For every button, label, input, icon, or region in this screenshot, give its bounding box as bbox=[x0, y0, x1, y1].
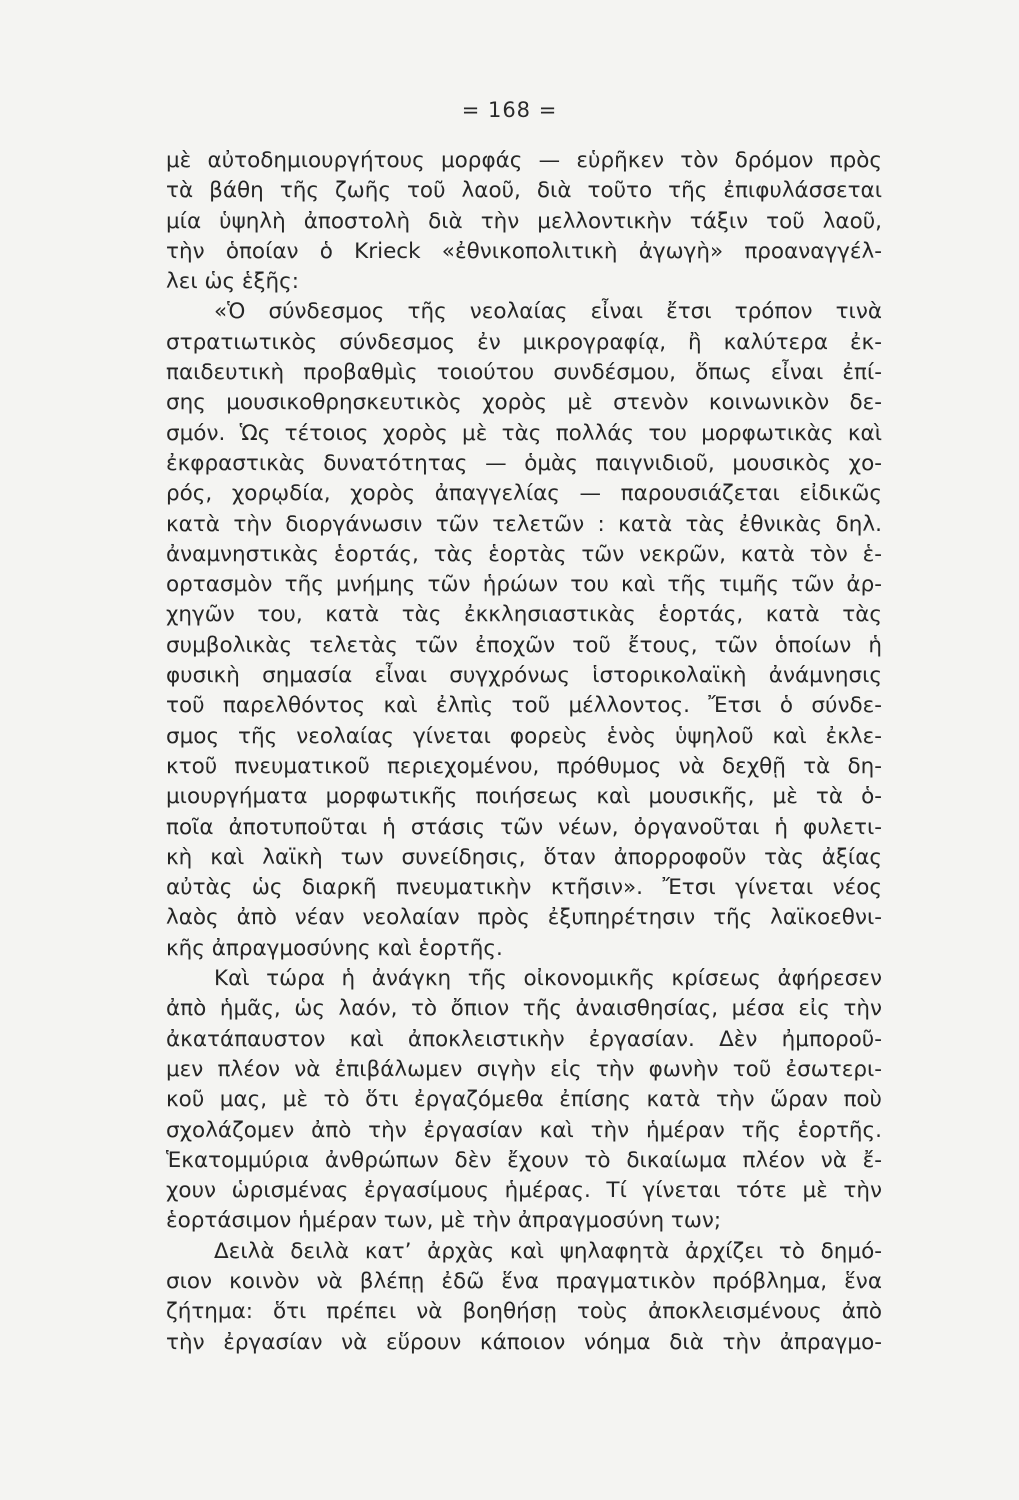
text-line: τοῦ παρελθόντος καὶ ἐλπὶς τοῦ μέλλοντος. Ἔτσι ὁ σύνδε- bbox=[166, 693, 882, 719]
text-line: αὐτὰς ὡς διαρκῆ πνευματικὴν κτῆσιν». Ἔτσι γίνεται νέος bbox=[166, 875, 882, 901]
text-line: κατὰ τὴν διοργάνωσιν τῶν τελετῶν : κατὰ τὰς ἐθνικὰς δηλ. bbox=[166, 511, 882, 537]
text-line: στρατιωτικὸς σύνδεσμος ἐν μικρογραφίᾳ, ἢ καλύτερα ἐκ- bbox=[166, 329, 882, 355]
text-line: «Ὁ σύνδεσμος τῆς νεολαίας εἶναι ἔτσι τρόπον τινὰ bbox=[214, 299, 882, 325]
text-line: Καὶ τώρα ἡ ἀνάγκη τῆς οἰκονομικῆς κρίσεως ἀφήρεσεν bbox=[214, 966, 882, 992]
text-line: κτοῦ πνευματικοῦ περιεχομένου, πρόθυμος νὰ δεχθῇ τὰ δη- bbox=[166, 753, 882, 779]
text-line: Ἑκατομμύρια ἀνθρώπων δὲν ἔχουν τὸ δικαίωμα πλέον νὰ ἔ- bbox=[166, 1147, 882, 1173]
text-line: κῆς ἀπραγμοσύνης καὶ ἑορτῆς. bbox=[166, 935, 503, 961]
page-number: = 168 = bbox=[461, 98, 558, 122]
text-line: σμος τῆς νεολαίας γίνεται φορεὺς ἑνὸς ὑψηλοῦ καὶ ἐκλε- bbox=[166, 723, 882, 749]
text-line: τὰ βάθη τῆς ζωῆς τοῦ λαοῦ, διὰ τοῦτο τῆς ἐπιφυλάσσεται bbox=[166, 178, 882, 204]
text-line: μὲ αὐτοδημιουργήτους μορφάς — εὑρῆκεν τὸν δρόμον πρὸς bbox=[166, 148, 882, 173]
body-text bbox=[166, 146, 882, 1358]
text-line: ἀκατάπαυστον καὶ ἀποκλειστικὴν ἐργασίαν. Δὲν ἠμποροῦ- bbox=[166, 1026, 882, 1052]
text-line: παιδευτικὴ προβαθμὶς τοιούτου συνδέσμου, ὅπως εἶναι ἐπί- bbox=[166, 360, 882, 386]
text-line: ορτασμὸν τῆς μνήμης τῶν ἡρώων του καὶ τῆς τιμῆς τῶν ἀρ- bbox=[166, 572, 882, 598]
text-line: ἐκφραστικὰς δυνατότητας — ὁμὰς παιγνιδιοῦ, μουσικὸς χο- bbox=[166, 450, 882, 476]
text-line: ἑορτάσιμον ἡμέραν των, μὲ τὴν ἀπραγμοσύνη των; bbox=[166, 1208, 722, 1234]
text-line: ζήτημα: ὅτι πρέπει νὰ βοηθήσῃ τοὺς ἀποκλεισμένους ἀπὸ bbox=[166, 1299, 882, 1325]
text-line: κοῦ μας, μὲ τὸ ὅτι ἐργαζόμεθα ἐπίσης κατὰ τὴν ὥραν ποὺ bbox=[166, 1087, 882, 1113]
text-line: λαὸς ἀπὸ νέαν νεολαίαν πρὸς ἐξυπηρέτησιν τῆς λαϊκοεθνι- bbox=[166, 905, 882, 931]
text-line: ἀπὸ ἡμᾶς, ὡς λαόν, τὸ ὄπιον τῆς ἀναισθησίας, μέσα εἰς τὴν bbox=[166, 996, 882, 1022]
text-line: σμόν. Ὡς τέτοιος χορὸς μὲ τὰς πολλάς του μορφωτικὰς καὶ bbox=[166, 420, 882, 446]
text-line: συμβολικὰς τελετὰς τῶν ἐποχῶν τοῦ ἔτους, τῶν ὁποίων ἡ bbox=[166, 632, 882, 658]
text-line: χηγῶν του, κατὰ τὰς ἐκκλησιαστικὰς ἑορτάς, κατὰ τὰς bbox=[166, 602, 882, 628]
text-line: μιουργήματα μορφωτικῆς ποιήσεως καὶ μουσικῆς, μὲ τὰ ὁ- bbox=[166, 784, 882, 810]
text-line: σιον κοινὸν νὰ βλέπῃ ἐδῶ ἕνα πραγματικὸν πρόβλημα, ἕνα bbox=[166, 1268, 882, 1294]
text-line: σης μουσικοθρησκευτικὸς χορὸς μὲ στενὸν κοινωνικὸν δε- bbox=[166, 390, 882, 416]
text-line: κὴ καὶ λαϊκὴ των συνείδησις, ὅταν ἀπορροφοῦν τὰς ἀξίας bbox=[166, 844, 882, 870]
text-line: ἀναμνηστικὰς ἑορτάς, τὰς ἑορτὰς τῶν νεκρῶν, κατὰ τὸν ἑ- bbox=[166, 541, 882, 567]
text-line: ρός, χορῳδία, χορὸς ἀπαγγελίας — παρουσιάζεται εἰδικῶς bbox=[166, 481, 882, 507]
text-line: τὴν ὁποίαν ὁ Krieck «ἐθνικοπολιτικὴ ἀγωγὴ» προαναγγέλ- bbox=[166, 238, 882, 264]
text-line: τὴν ἐργασίαν νὰ εὕρουν κάποιον νόημα διὰ τὴν ἀπραγμο- bbox=[166, 1329, 882, 1355]
text-line: σχολάζομεν ἀπὸ τὴν ἐργασίαν καὶ τὴν ἡμέραν τῆς ἑορτῆς. bbox=[166, 1117, 882, 1143]
text-line: μία ὑψηλὴ ἀποστολὴ διὰ τὴν μελλοντικὴν τάξιν τοῦ λαοῦ, bbox=[166, 208, 882, 234]
text-line: χουν ὡρισμένας ἐργασίμους ἡμέρας. Τί γίνεται τότε μὲ τὴν bbox=[166, 1178, 882, 1204]
text-line: μεν πλέον νὰ ἐπιβάλωμεν σιγὴν εἰς τὴν φωνὴν τοῦ ἐσωτερι- bbox=[166, 1056, 882, 1082]
text-line: λει ὡς ἑξῆς: bbox=[166, 269, 300, 295]
text-line: ποῖα ἀποτυποῦται ἡ στάσις τῶν νέων, ὀργανοῦται ἡ φυλετι- bbox=[166, 814, 882, 840]
text-line: φυσικὴ σημασία εἶναι συγχρόνως ἱστορικολαϊκὴ ἀνάμνησις bbox=[166, 663, 882, 689]
text-line: Δειλὰ δειλὰ κατ’ ἀρχὰς καὶ ψηλαφητὰ ἀρχίζει τὸ δημό- bbox=[214, 1238, 882, 1264]
